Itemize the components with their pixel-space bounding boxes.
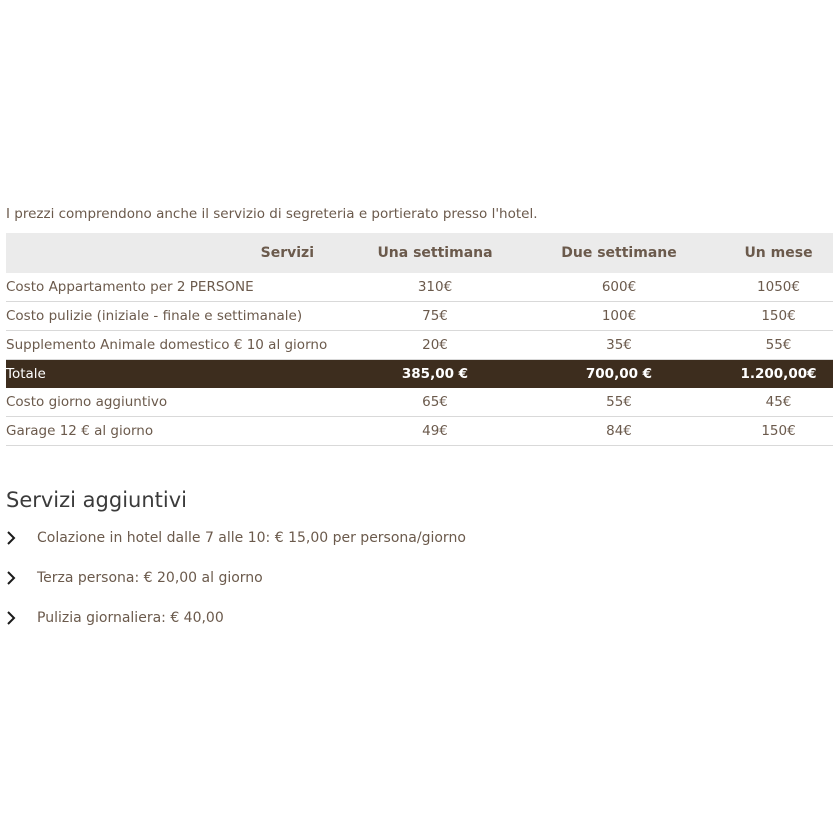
price-week: 20€ bbox=[356, 331, 514, 360]
total-two-weeks: 700,00 € bbox=[514, 360, 724, 389]
extra-item-text: Colazione in hotel dalle 7 alle 10: € 15,00 per persona/giorno bbox=[37, 530, 466, 546]
price-two-weeks: 35€ bbox=[514, 331, 724, 360]
price-two-weeks: 100€ bbox=[514, 302, 724, 331]
extra-item-text: Terza persona: € 20,00 al giorno bbox=[37, 570, 263, 586]
total-month: 1.200,00€ bbox=[724, 360, 833, 389]
price-week: 65€ bbox=[356, 388, 514, 417]
header-services: Servizi bbox=[6, 233, 356, 273]
header-one-month: Un mese bbox=[724, 233, 833, 273]
price-week: 75€ bbox=[356, 302, 514, 331]
extras-title: Servizi aggiuntivi bbox=[6, 488, 187, 512]
row-label: Costo pulizie (iniziale - finale e settimanale) bbox=[6, 302, 356, 331]
total-label: Totale bbox=[6, 360, 356, 389]
price-week: 49€ bbox=[356, 417, 514, 446]
total-row bbox=[6, 360, 833, 389]
price-two-weeks: 600€ bbox=[514, 273, 724, 302]
table-row bbox=[6, 388, 833, 417]
total-week: 385,00 € bbox=[356, 360, 514, 389]
price-month: 55€ bbox=[724, 331, 833, 360]
chevron-right-icon bbox=[6, 528, 37, 548]
table-row bbox=[6, 331, 833, 360]
table-row bbox=[6, 302, 833, 331]
table-header-row bbox=[6, 233, 833, 273]
table-row bbox=[6, 273, 833, 302]
price-month: 1050€ bbox=[724, 273, 833, 302]
chevron-right-icon bbox=[6, 608, 37, 628]
price-month: 150€ bbox=[724, 417, 833, 446]
table-row bbox=[6, 417, 833, 446]
chevron-right-icon bbox=[6, 568, 37, 588]
header-one-week: Una settimana bbox=[356, 233, 514, 273]
extra-item-text: Pulizia giornaliera: € 40,00 bbox=[37, 610, 224, 626]
price-month: 45€ bbox=[724, 388, 833, 417]
price-month: 150€ bbox=[724, 302, 833, 331]
header-two-weeks: Due settimane bbox=[514, 233, 724, 273]
list-item bbox=[6, 568, 833, 588]
row-label: Costo giorno aggiuntivo bbox=[6, 388, 356, 417]
row-label: Garage 12 € al giorno bbox=[6, 417, 356, 446]
row-label: Costo Appartamento per 2 PERSONE bbox=[6, 273, 356, 302]
list-item bbox=[6, 528, 833, 548]
row-label: Supplemento Animale domestico € 10 al giorno bbox=[6, 331, 356, 360]
price-two-weeks: 55€ bbox=[514, 388, 724, 417]
price-table bbox=[6, 233, 833, 446]
price-two-weeks: 84€ bbox=[514, 417, 724, 446]
intro-text: I prezzi comprendono anche il servizio di segreteria e portierato presso l'hotel. bbox=[6, 206, 538, 222]
price-week: 310€ bbox=[356, 273, 514, 302]
price-section bbox=[6, 205, 833, 648]
extras-list bbox=[6, 528, 833, 628]
list-item bbox=[6, 608, 833, 628]
